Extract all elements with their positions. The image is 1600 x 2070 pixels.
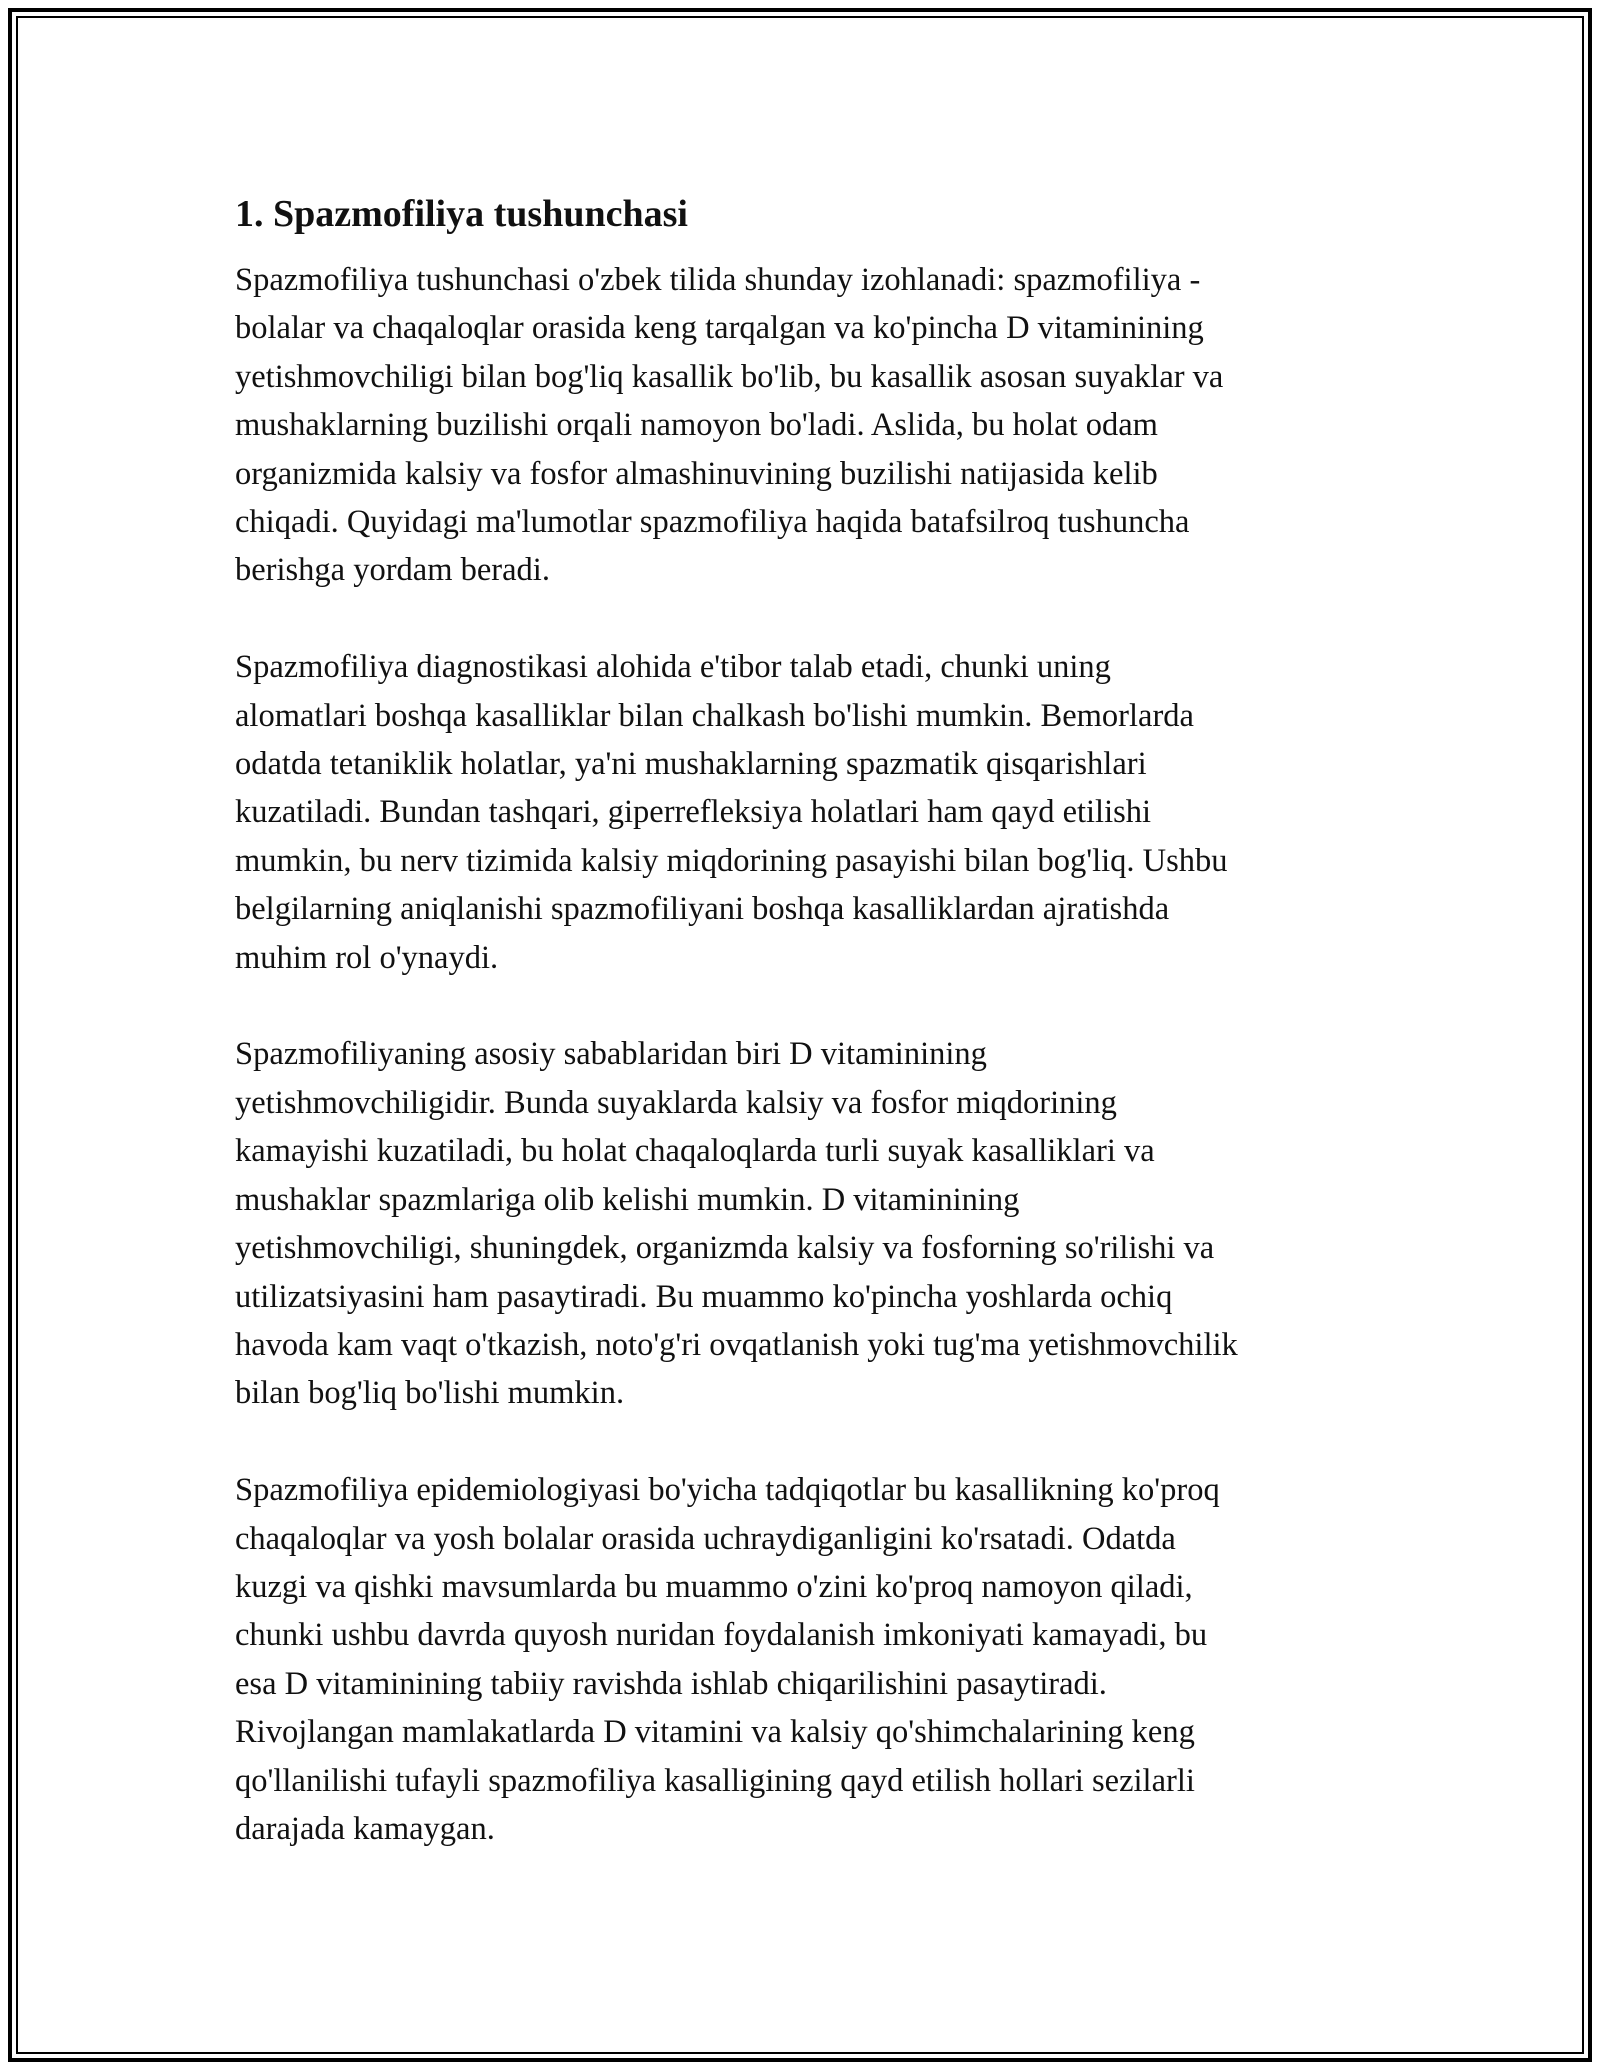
text-line: mumkin, bu nerv tizimida kalsiy miqdorining pasayishi bilan bog'liq. Ushbu <box>235 842 1228 879</box>
text-line: muhim rol o'ynaydi. <box>235 939 499 976</box>
text-line: mushaklarning buzilishi orqali namoyon bo'ladi. Aslida, bu holat odam <box>235 407 1158 444</box>
text-line: chiqadi. Quyidagi ma'lumotlar spazmofiliya haqida batafsilroq tushuncha <box>235 504 1190 541</box>
text-line: Spazmofiliyaning asosiy sabablaridan biri D vitaminining <box>235 1036 987 1073</box>
text-line: kuzgi va qishki mavsumlarda bu muammo o'zini ko'proq namoyon qiladi, <box>235 1568 1193 1605</box>
text-line: chunki ushbu davrda quyosh nuridan foydalanish imkoniyati kamayadi, bu <box>235 1617 1208 1654</box>
text-line: Rivojlangan mamlakatlarda D vitamini va kalsiy qo'shimchalarining keng <box>235 1714 1195 1751</box>
text-line: berishga yordam beradi. <box>235 552 550 589</box>
text-line: organizmida kalsiy va fosfor almashinuvining buzilishi natijasida kelib <box>235 455 1158 492</box>
text-line: odatda tetaniklik holatlar, ya'ni mushaklarning spazmatik qisqarishlari <box>235 746 1147 783</box>
text-line: yetishmovchiligidir. Bunda suyaklarda kalsiy va fosfor miqdorining <box>235 1084 1117 1121</box>
text-line: utilizatsiyasini ham pasaytiradi. Bu muammo ko'pincha yoshlarda ochiq <box>235 1278 1173 1315</box>
text-line: Spazmofiliya diagnostikasi alohida e'tibor talab etadi, chunki uning <box>235 649 1111 686</box>
paragraph-epidemiology <box>235 1466 1375 1853</box>
text-line: belgilarning aniqlanishi spazmofiliyani boshqa kasalliklardan ajratishda <box>235 891 1170 928</box>
text-line: bolalar va chaqaloqlar orasida keng tarqalgan va ko'pincha D vitaminining <box>235 310 1204 347</box>
paragraph-diagnostics <box>235 643 1375 982</box>
section-heading: 1. Spazmofiliya tushunchasi <box>235 193 688 235</box>
text-line: yetishmovchiligi bilan bog'liq kasallik bo'lib, bu kasallik asosan suyaklar va <box>235 358 1224 395</box>
text-line: yetishmovchiligi, shuningdek, organizmda kalsiy va fosforning so'rilishi va <box>235 1230 1215 1267</box>
text-line: kuzatiladi. Bundan tashqari, giperrefleksiya holatlari ham qayd etilishi <box>235 794 1152 831</box>
text-line: bilan bog'liq bo'lishi mumkin. <box>235 1375 625 1412</box>
text-line: darajada kamaygan. <box>235 1810 495 1847</box>
text-line: Spazmofiliya tushunchasi o'zbek tilida shunday izohlanadi: spazmofiliya - <box>235 262 1201 298</box>
text-line: alomatlari boshqa kasalliklar bilan chalkash bo'lishi mumkin. Bemorlarda <box>235 697 1194 734</box>
text-line: esa D vitaminining tabiiy ravishda ishlab chiqarilishini pasaytiradi. <box>235 1665 1107 1702</box>
text-line: kamayishi kuzatiladi, bu holat chaqaloqlarda turli suyak kasalliklari va <box>235 1133 1155 1170</box>
paragraph-causes <box>235 1030 1375 1417</box>
text-line: havoda kam vaqt o'tkazish, noto'g'ri ovqatlanish yoki tug'ma yetishmovchilik <box>235 1326 1238 1363</box>
text-line: mushaklar spazmlariga olib kelishi mumkin. D vitaminining <box>235 1181 1020 1218</box>
document-body <box>235 188 1375 1902</box>
paragraph-definition <box>235 256 1375 595</box>
text-line: qo'llanilishi tufayli spazmofiliya kasalligining qayd etilish hollari sezilarli <box>235 1762 1195 1799</box>
text-line: Spazmofiliya epidemiologiyasi bo'yicha tadqiqotlar bu kasallikning ko'proq <box>235 1472 1220 1509</box>
text-line: chaqaloqlar va yosh bolalar orasida uchraydiganligini ko'rsatadi. Odatda <box>235 1520 1176 1557</box>
